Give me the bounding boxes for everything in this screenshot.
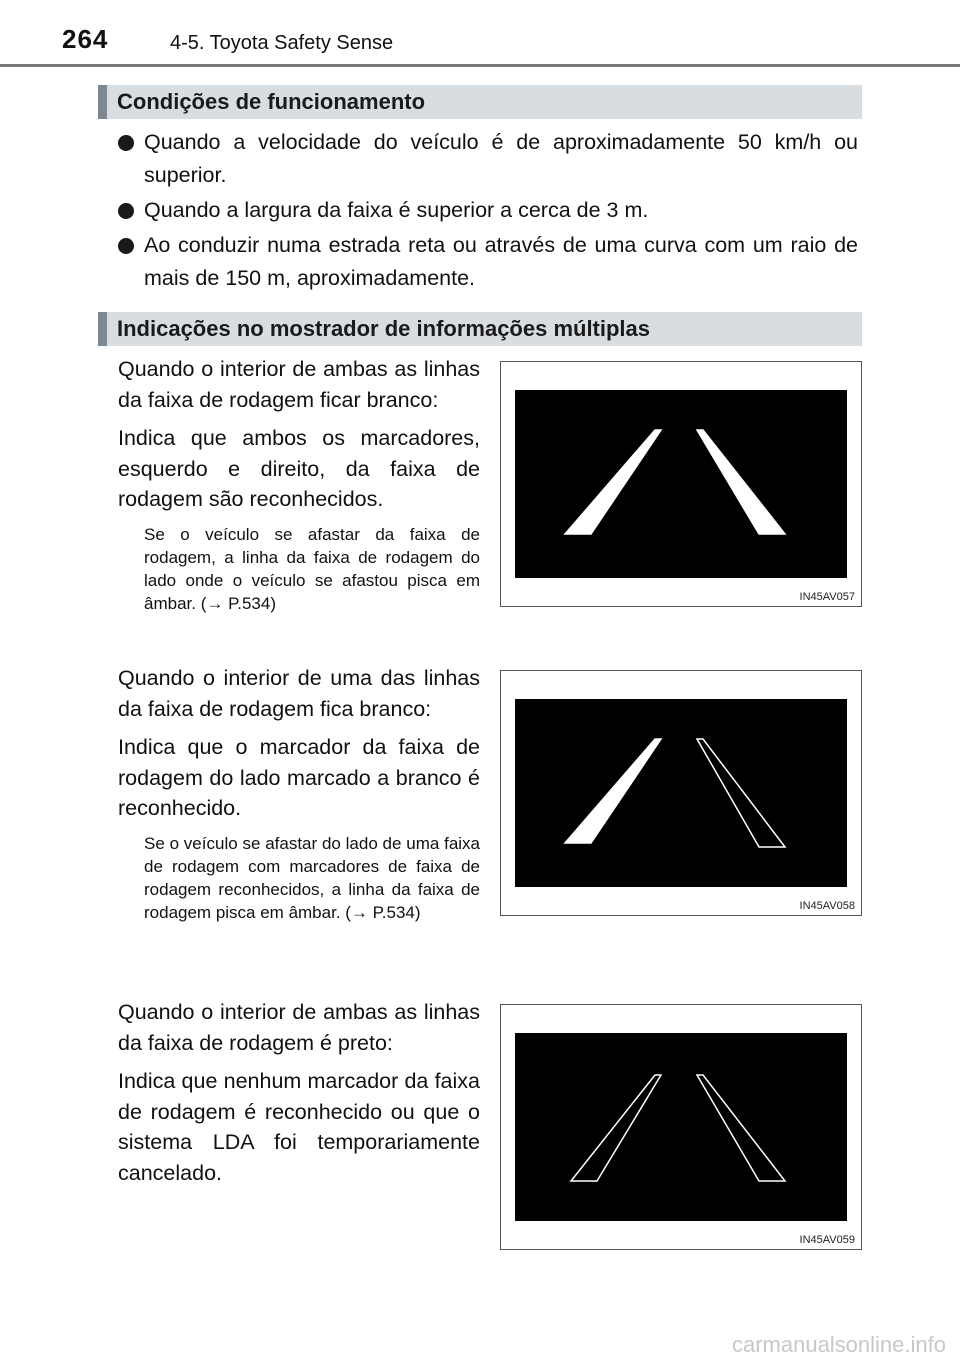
indication-block-both-black [118,997,480,1196]
figure-lane-display-one-recognized [500,670,862,916]
bullet-icon [118,203,134,219]
section-heading-display-indications [98,312,862,346]
list-item-text: Quando a largura da faixa é superior a cerca de 3 m. [144,198,649,222]
display-screen [515,1033,847,1221]
indication-condition: Quando o interior de ambas as linhas da faixa de rodagem ficar branco: [118,357,480,412]
list-item [118,229,858,295]
right-lane-line [697,739,785,847]
figure-code: IN45AV059 [799,1234,855,1246]
figure-lane-display-both-recognized [500,361,862,607]
list-item [118,194,858,227]
figure-code: IN45AV057 [799,591,855,603]
page-header [0,0,960,70]
section-heading-operating-conditions [98,85,862,119]
list-item-text: Ao conduzir numa estrada reta ou através de uma curva com um raio de mais de 150 m, aproximadamente. [144,233,858,290]
indication-note: Se o veículo se afastar do lado de uma faixa de rodagem com marcadores de faixa de rodagem reconhecidos, a linha da faixa de rodagem pisca em âmbar. (→ P.534) [144,833,480,922]
indication-block-both-white [118,354,480,623]
figure-code: IN45AV058 [799,900,855,912]
list-item [118,126,858,192]
page-number: 264 [62,24,109,54]
section-heading-label: Indicações no mostrador de informações múltiplas [117,316,651,341]
display-screen [515,699,847,887]
right-lane-line [697,1075,785,1181]
indication-meaning: Indica que nenhum marcador da faixa de rodagem é reconhecido ou que o sistema LDA foi temporariamente cancelado. [118,1069,480,1185]
indication-meaning: Indica que o marcador da faixa de rodagem do lado marcado a branco é reconhecido. [118,735,480,820]
right-lane-line [697,430,785,534]
indication-condition: Quando o interior de uma das linhas da faixa de rodagem fica branco: [118,666,480,721]
section-title: 4-5. Toyota Safety Sense [170,32,394,54]
indication-note: Se o veículo se afastar da faixa de rodagem, a linha da faixa de rodagem do lado onde o veículo se afastou pisca em âmbar. (→ P.534) [144,524,480,613]
indication-block-one-white [118,663,480,932]
conditions-list [118,126,858,297]
indication-meaning: Indica que ambos os marcadores, esquerdo e direito, da faixa de rodagem são reconhecidos. [118,426,480,511]
figure-lane-display-none-recognized [500,1004,862,1250]
list-item-text: Quando a velocidade do veículo é de aproximadamente 50 km/h ou superior. [144,130,858,187]
indication-condition: Quando o interior de ambas as linhas da faixa de rodagem é preto: [118,1000,480,1055]
header-divider [0,64,960,67]
left-lane-line [571,1075,661,1181]
section-heading-label: Condições de funcionamento [117,89,426,114]
display-screen [515,390,847,578]
left-lane-line [565,430,661,534]
bullet-icon [118,238,134,254]
bullet-icon [118,135,134,151]
left-lane-line [565,739,661,843]
watermark: carmanualsonline.info [731,1332,946,1357]
